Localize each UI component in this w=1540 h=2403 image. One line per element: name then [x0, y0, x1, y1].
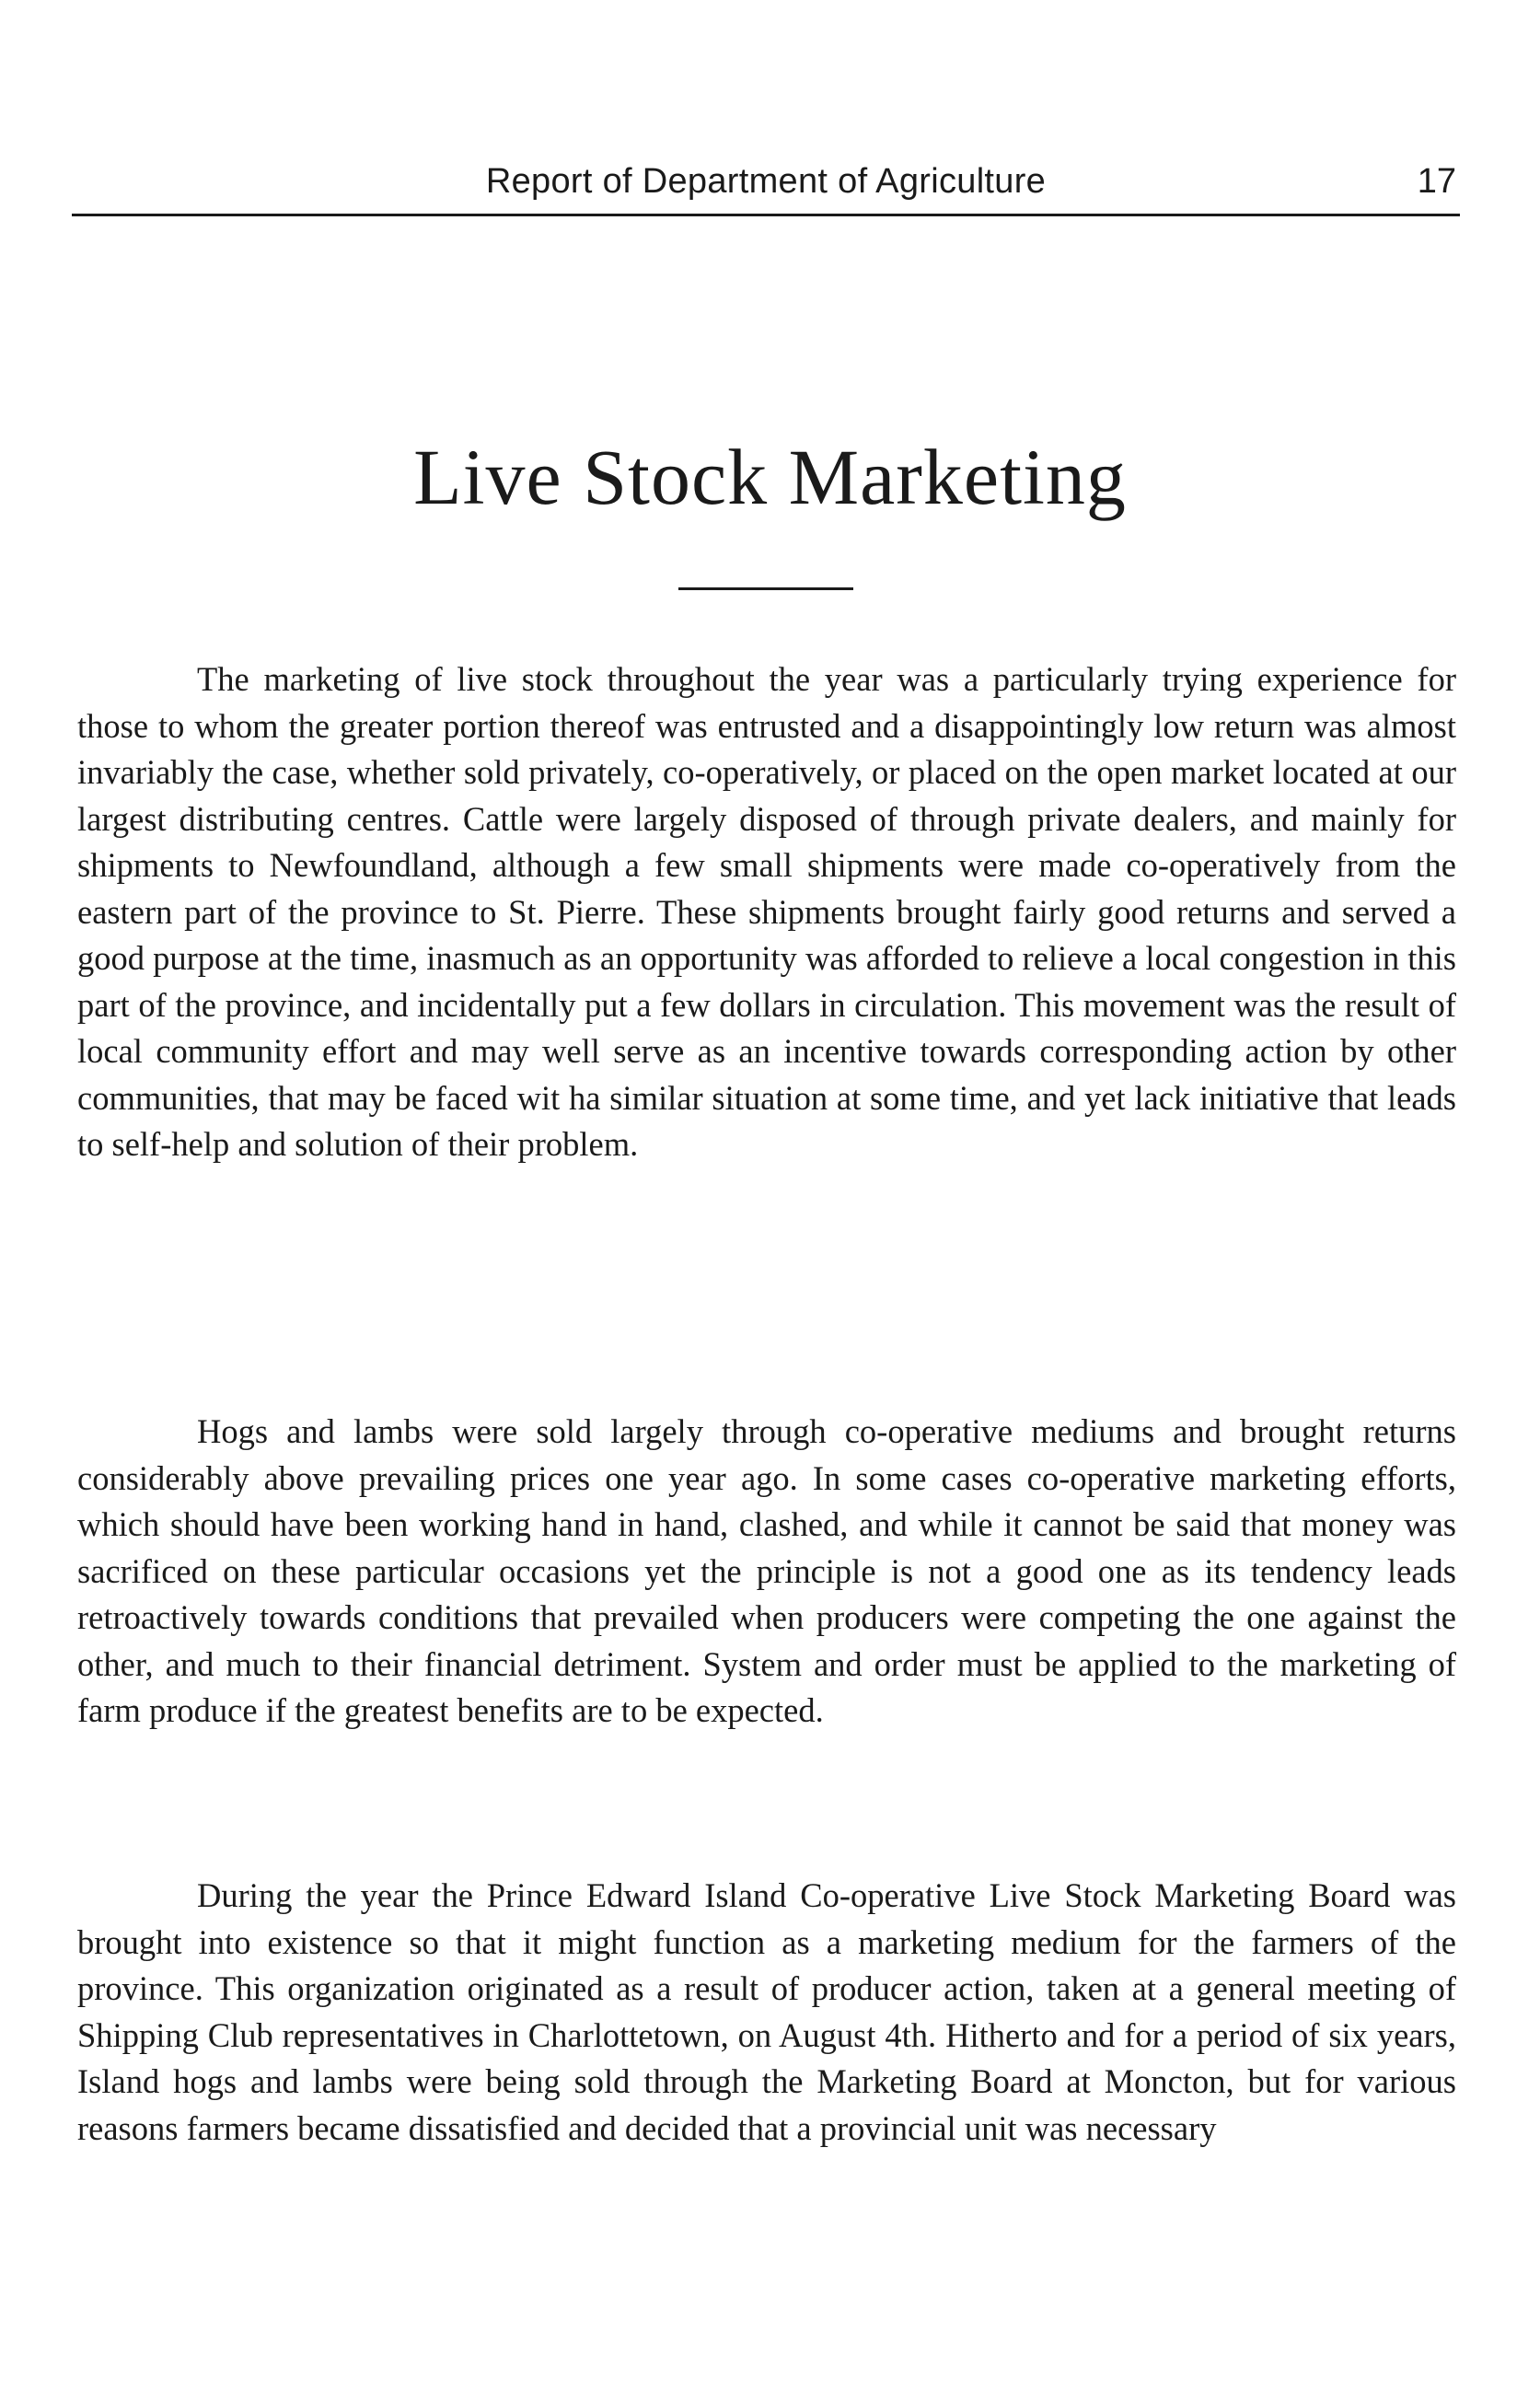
running-header	[72, 155, 1460, 216]
paragraph-2: Hogs and lambs were sold largely through co-operative mediums and brought returns considerably above prevailing prices one year ago. In some cases co-operative marketing efforts, which should have been working hand in hand, clashed, and while it cannot be said that money was sacrificed on these particular occasions yet the principle is not a good one as its tendency leads retroactively towards conditions that prevailed when producers were competing the one against the other, and much to their financial detriment. System and order must be applied to the marketing of farm produce if the greatest benefits are to be expected.	[77, 1412, 1456, 1729]
paragraph-3: During the year the Prince Edward Island Co-operative Live Stock Marketing Board was brought into existence so that it might function as a marketing medium for the farmers of the province. This organization originated as a result of producer action, taken at a general meeting of Shipping Club representatives in Charlottetown, on August 4th. Hitherto and for a period of six years, Island hogs and lambs were being sold through the Marketing Board at Moncton, but for various reasons farmers became dissatisfied and decided that a provincial unit was necessary	[77, 1876, 1456, 2147]
paragraph-1: The marketing of live stock throughout the year was a particularly trying experience for those to whom the greater portion thereof was entrusted and a disappointingly low return was almost invariably the case, whether sold privately, co-operatively, or placed on the open market located at our largest distributing centres. Cattle were largely disposed of through private dealers, and mainly for shipments to Newfoundland, although a few small shipments were made co-operatively from the eastern part of the province to St. Pierre. These shipments brought fairly good returns and served a good purpose at the time, inasmuch as an opportunity was afforded to relieve a local congestion in this part of the province, and incidentally put a few dollars in circulation. This movement was the result of local community effort and may well serve as an incentive towards corresponding action by other communities, that may be faced wit ha similar situation at some time, and yet lack initiative that leads to self-help and solution of their problem.	[77, 660, 1456, 1163]
title-divider	[678, 587, 853, 590]
running-title: Report of Department of Agriculture	[485, 162, 1047, 201]
chapter-title: Live Stock Marketing	[413, 433, 1127, 521]
page-number: 17	[1417, 162, 1456, 201]
